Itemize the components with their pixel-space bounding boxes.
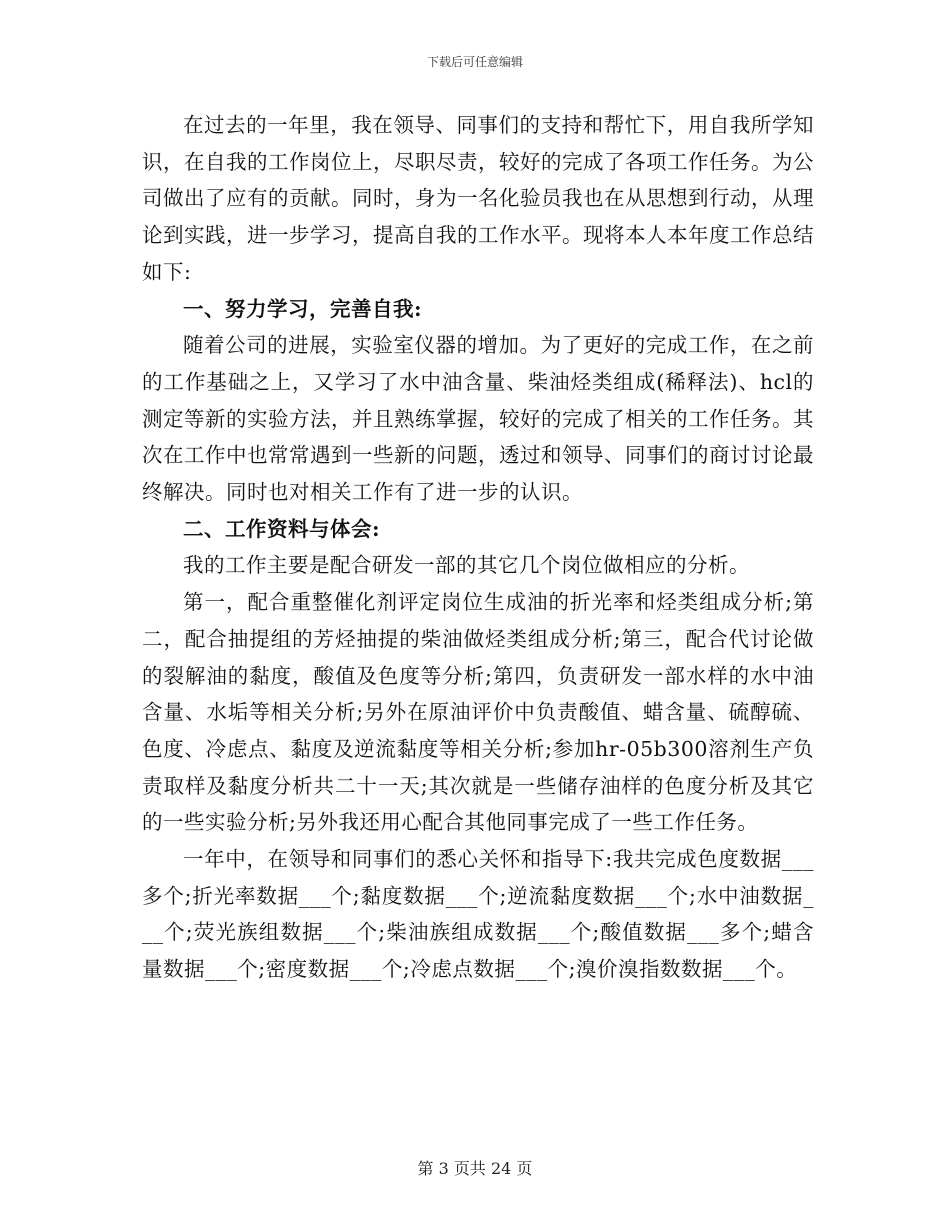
work-details-paragraph: 第一，配合重整催化剂评定岗位生成油的折光率和烃类组成分析;第二，配合抽提组的芳烃抽提的柴油做烃类组成分析;第三，配合代讨论做的裂解油的黏度，酸值及色度等分析;第四，负责研发一部水样的水中油含量、水垢等相关分析;另外在原油评价中负责酸值、蜡含量、硫醇硫、色度、冷虑点、黏度及逆流黏度等相关分析;参加hr-05b300溶剂生产负责取样及黏度分析共二十一天;其次就是一些储存油样的色度分析及其它的一些实验分析;另外我还用心配合其他同事完成了一些工作任务。 [142, 590, 814, 835]
section-heading-1: 一、努力学习，完善自我: [183, 296, 423, 321]
section-heading-2: 二、工作资料与体会: [183, 516, 381, 541]
page-header: 下载后可任意编辑 [426, 55, 523, 69]
intro-paragraph: 在过去的一年里，我在领导、同事们的支持和帮忙下，用自我所学知识，在自我的工作岗位上，尽职尽责，较好的完成了各项工作任务。为公司做出了应有的贡献。同时，身为一名化验员我也在从思想到行动，从理论到实践，进一步学习，提高自我的工作水平。现将本人本年度工作总结如下: [142, 113, 814, 284]
page-footer: 第 3 页共 24 页 [417, 1159, 533, 1178]
data-count-paragraph: 一年中，在领导和同事们的悉心关怀和指导下:我共完成色度数据___多个;折光率数据___个;黏度数据___个;逆流黏度数据___个;水中油数据___个;荧光族组数据___个;柴油族组成数据___个;酸值数据___多个;蜡含量数据___个;密度数据___个;冷虑点数据___个;溴价溴指数数据___个。 [142, 847, 814, 982]
work-summary-paragraph: 我的工作主要是配合研发一部的其它几个岗位做相应的分析。 [183, 553, 750, 578]
study-paragraph: 随着公司的进展，实验室仪器的增加。为了更好的完成工作，在之前的工作基础之上，又学习了水中油含量、柴油烃类组成(稀释法)、hcl的测定等新的实验方法，并且熟练掌握，较好的完成了相关的工作任务。其次在工作中也常常遇到一些新的问题，透过和领导、同事们的商讨讨论最终解决。同时也对相关工作有了进一步的认识。 [142, 333, 814, 505]
document-body [142, 107, 814, 988]
